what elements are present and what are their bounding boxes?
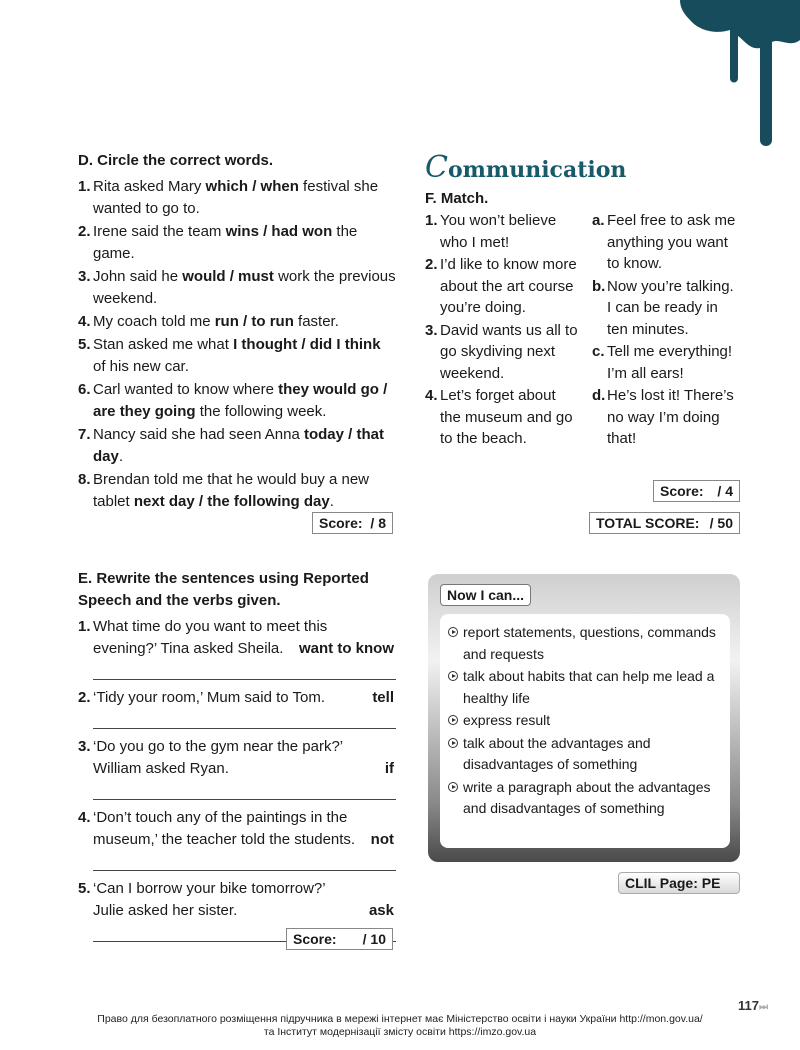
sentence-text: the game. bbox=[93, 223, 358, 262]
item-number: 7. bbox=[78, 426, 91, 443]
match-text: Now you’re talking. I can be ready in ten minutes. bbox=[607, 277, 734, 338]
skill-text: express result bbox=[463, 712, 551, 728]
play-bullet-icon bbox=[448, 627, 458, 637]
play-bullet-icon bbox=[448, 671, 458, 681]
item-number: 8. bbox=[78, 471, 91, 488]
ink-splat-decoration bbox=[680, 0, 800, 150]
footer-line-1: Право для безоплатного розміщення підручника в мережі інтернет має Міністерство освіти і науки України http://mon.gov.ua/ bbox=[97, 1013, 703, 1025]
match-text: David wants us all to go skydiving next weekend. bbox=[440, 321, 578, 382]
sentence-text: John said he bbox=[93, 268, 183, 285]
item-number: 5. bbox=[78, 336, 91, 353]
sentence-line: What time do you want to meet this bbox=[93, 618, 328, 635]
now-i-can-item bbox=[448, 777, 722, 820]
item-number: 2. bbox=[78, 689, 91, 706]
match-text: Feel free to ask me anything you want to know. bbox=[607, 212, 736, 272]
item-number: 3. bbox=[78, 268, 91, 285]
match-item bbox=[592, 210, 742, 275]
score-label: Score: bbox=[293, 931, 337, 947]
sentence-text: festival she wanted to go to. bbox=[93, 178, 379, 217]
exercise-e-item bbox=[78, 736, 396, 780]
now-i-can-item bbox=[448, 666, 722, 709]
exercise-e-item bbox=[78, 687, 396, 709]
choice-options[interactable]: they would go / are they going bbox=[93, 381, 388, 420]
choice-options[interactable]: next day / the following day bbox=[133, 493, 330, 510]
score-label: Score: bbox=[660, 483, 704, 499]
match-label: 3. bbox=[425, 321, 438, 339]
section-e bbox=[78, 568, 396, 949]
match-text: I’d like to know more about the art course you’re doing. bbox=[440, 256, 577, 316]
choice-options[interactable]: I thought / did I think bbox=[233, 336, 381, 353]
skill-text: report statements, questions, commands and requests bbox=[463, 624, 716, 662]
sentence-line: William asked Ryan. bbox=[93, 760, 229, 777]
match-label: b. bbox=[592, 277, 606, 295]
given-verb: ask bbox=[368, 902, 394, 919]
section-f-title: F. Match. bbox=[425, 190, 489, 207]
now-i-can-list bbox=[440, 614, 730, 848]
sentence-line: museum,’ the teacher told the students. bbox=[93, 831, 356, 848]
choice-options[interactable]: would / must bbox=[182, 268, 274, 285]
answer-line[interactable] bbox=[93, 780, 396, 800]
sentence-line: ‘Can I borrow your bike tomorrow?’ bbox=[93, 880, 326, 897]
score-value: / 8 bbox=[370, 515, 386, 531]
choice-options[interactable]: wins / had won bbox=[225, 223, 333, 240]
match-label: c. bbox=[592, 343, 605, 360]
answer-line[interactable] bbox=[93, 660, 396, 680]
match-item bbox=[592, 341, 742, 384]
communication-heading: Communication bbox=[425, 150, 627, 185]
match-text: Let’s forget about the museum and go to the beach. bbox=[440, 387, 573, 447]
sentence-line: ‘Do you go to the gym near the park?’ bbox=[93, 738, 344, 755]
footer-copyright bbox=[0, 1013, 800, 1039]
item-number: 4. bbox=[78, 809, 91, 826]
exercise-d-item bbox=[78, 266, 396, 310]
sentence-line: ‘Don’t touch any of the paintings in the bbox=[93, 809, 348, 826]
total-score-label: TOTAL SCORE: bbox=[596, 515, 700, 531]
sentence-text: Rita asked Mary bbox=[93, 178, 206, 195]
exercise-d-item bbox=[78, 424, 396, 468]
now-i-can-item bbox=[448, 733, 722, 776]
score-value: / 10 bbox=[362, 931, 386, 947]
play-bullet-icon bbox=[448, 738, 458, 748]
match-item bbox=[592, 276, 742, 341]
match-label: 4. bbox=[425, 387, 438, 404]
exercise-d-item bbox=[78, 176, 396, 220]
sentence-line: evening?’ Tina asked Sheila. bbox=[93, 640, 284, 657]
item-number: 3. bbox=[78, 738, 91, 755]
sentence-line: ‘Tidy your room,’ Mum said to Tom. bbox=[93, 689, 326, 706]
section-d-title: D. Circle the correct words. bbox=[78, 152, 274, 169]
sentence-text: faster. bbox=[293, 313, 339, 330]
forward-arrow-icon: ⏭ bbox=[758, 1002, 768, 1013]
section-d-score bbox=[312, 512, 393, 534]
match-label: a. bbox=[592, 212, 605, 229]
exercise-d-item bbox=[78, 469, 396, 513]
given-verb: tell bbox=[372, 689, 394, 706]
play-bullet-icon bbox=[448, 782, 458, 792]
exercise-d-item bbox=[78, 221, 396, 265]
answer-line[interactable] bbox=[93, 709, 396, 729]
play-bullet-icon bbox=[448, 715, 458, 725]
match-item bbox=[425, 385, 580, 450]
item-number: 1. bbox=[78, 618, 91, 635]
now-i-can-tab: Now I can... bbox=[440, 584, 531, 606]
total-score-value: / 50 bbox=[709, 515, 733, 531]
sentence-text: . bbox=[329, 493, 334, 510]
now-i-can-item bbox=[448, 710, 722, 732]
given-verb: not bbox=[370, 831, 394, 848]
choice-options[interactable]: today / that day bbox=[93, 426, 384, 465]
match-item bbox=[592, 385, 742, 450]
sentence-text: the following week. bbox=[195, 403, 327, 420]
sentence-text: Nancy said she had seen Anna bbox=[93, 426, 304, 443]
given-verb: if bbox=[384, 760, 394, 777]
exercise-e-item bbox=[78, 616, 396, 660]
match-item bbox=[425, 320, 580, 385]
score-value: / 4 bbox=[717, 483, 733, 499]
sentence-text: Stan asked me what bbox=[93, 336, 234, 353]
section-e-score bbox=[286, 928, 393, 950]
score-label: Score: bbox=[319, 515, 363, 531]
match-text: You won’t believe who I met! bbox=[440, 212, 557, 251]
skill-text: write a paragraph about the advantages and disadvantages of something bbox=[463, 778, 711, 816]
match-right-column bbox=[592, 210, 742, 451]
exercise-d-item bbox=[78, 334, 396, 378]
exercise-e-item bbox=[78, 807, 396, 851]
footer-line-2: та Інститут модернізації змісту освіти https://imzo.gov.ua bbox=[263, 1026, 537, 1038]
item-number: 6. bbox=[78, 381, 91, 398]
exercise-d-item bbox=[78, 311, 396, 333]
section-d bbox=[78, 150, 396, 514]
item-number: 5. bbox=[78, 880, 91, 897]
sentence-text: work the previous weekend. bbox=[93, 268, 396, 307]
choice-options[interactable]: run / to run bbox=[214, 313, 294, 330]
sentence-text: Carl wanted to know where bbox=[93, 381, 279, 398]
choice-options[interactable]: which / when bbox=[205, 178, 299, 195]
sentence-text: . bbox=[118, 448, 124, 465]
given-verb: want to know bbox=[299, 640, 394, 657]
match-text: He’s lost it! There’s no way I’m doing that! bbox=[607, 387, 734, 447]
sentence-line: Julie asked her sister. bbox=[93, 902, 238, 919]
page-number: 117⏭ bbox=[738, 998, 768, 1013]
total-score bbox=[589, 512, 740, 534]
match-label: d. bbox=[592, 387, 606, 404]
section-e-title-line1: E. Rewrite the sentences using Reported bbox=[78, 570, 369, 587]
skill-text: talk about habits that can help me lead a healthy life bbox=[463, 668, 715, 706]
match-item bbox=[425, 210, 580, 253]
match-label: 1. bbox=[425, 212, 438, 229]
skill-text: talk about the advantages and disadvantages of something bbox=[463, 734, 651, 772]
section-e-title-line2: Speech and the verbs given. bbox=[78, 592, 281, 609]
match-item bbox=[425, 254, 580, 319]
match-label: 2. bbox=[425, 256, 438, 273]
sentence-text: My coach told me bbox=[93, 313, 215, 330]
match-left-column bbox=[425, 210, 580, 451]
item-number: 4. bbox=[78, 313, 91, 330]
item-number: 1. bbox=[78, 178, 91, 195]
clil-page-label: CLIL Page: PE bbox=[618, 872, 740, 894]
sentence-text: Irene said the team bbox=[93, 223, 226, 240]
item-number: 2. bbox=[78, 223, 91, 240]
exercise-e-item bbox=[78, 878, 396, 922]
exercise-d-item bbox=[78, 379, 396, 423]
sentence-text: Brendan told me that he would buy a new tablet bbox=[93, 471, 370, 510]
answer-line[interactable] bbox=[93, 851, 396, 871]
match-text: Tell me everything! I’m all ears! bbox=[607, 343, 733, 382]
section-f-score bbox=[653, 480, 740, 502]
sentence-text: of his new car. bbox=[93, 358, 189, 375]
now-i-can-item bbox=[448, 622, 722, 665]
